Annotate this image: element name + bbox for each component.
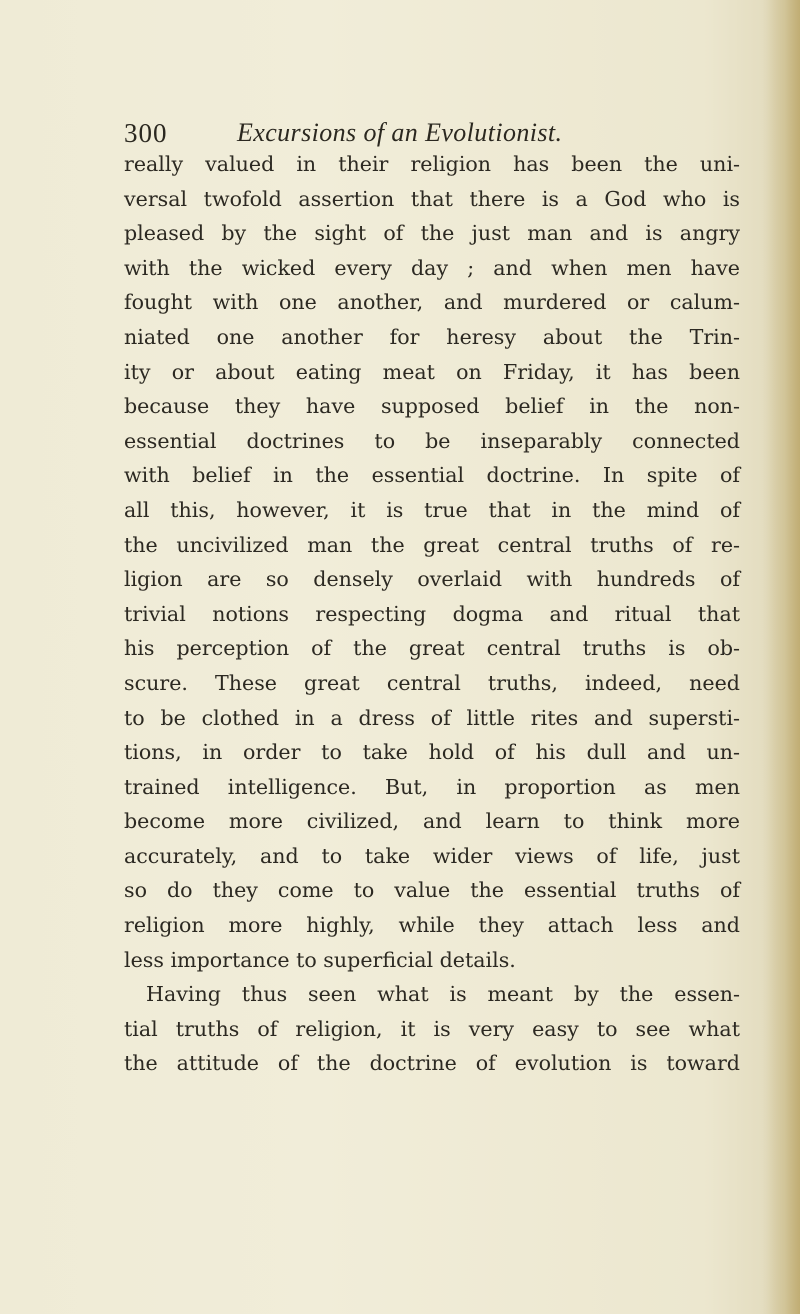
paragraph-start-line: Having thus seen what is meant by the essen- — [146, 982, 740, 1007]
text-line: the uncivilized man the great central truths of re- — [124, 532, 740, 557]
text-line: because they have supposed belief in the non- — [124, 394, 740, 419]
text-line: all this, however, it is true that in the mind of — [124, 497, 740, 522]
text-line: tions, in order to take hold of his dull and un- — [124, 740, 740, 765]
running-title: Excursions of an Evolutionist. — [237, 118, 563, 147]
text-line: really valued in their religion has been the uni- — [124, 152, 740, 176]
text-line: essential doctrines to be inseparably connected — [124, 428, 740, 453]
text-line: niated one another for heresy about the Trin- — [124, 324, 740, 349]
text-line: his perception of the great central truths is ob- — [124, 636, 740, 661]
text-line: religion more highly, while they attach less and — [124, 913, 740, 938]
paragraph-end-line: less importance to superficial details. — [124, 947, 516, 972]
text-line: ity or about eating meat on Friday, it has been — [124, 359, 740, 384]
page-number: 300 — [124, 118, 168, 148]
text-line: tial truths of religion, it is very easy to see what — [124, 1016, 740, 1041]
page-edge-shadow — [762, 0, 800, 1314]
text-line: with the wicked every day ; and when men have — [124, 255, 740, 280]
text-line: with belief in the essential doctrine. In spite of — [124, 463, 740, 488]
text-line: ligion are so densely overlaid with hundreds of — [124, 567, 740, 592]
text-line: become more civilized, and learn to think more — [124, 809, 740, 834]
text-line: so do they come to value the essential truths of — [124, 878, 740, 903]
text-line: trivial notions respecting dogma and ritual that — [124, 601, 740, 626]
text-line: the attitude of the doctrine of evolution is toward — [124, 1051, 740, 1076]
text-line: trained intelligence. But, in proportion as men — [124, 774, 740, 799]
text-line: versal twofold assertion that there is a God who is — [124, 186, 740, 211]
body-text — [124, 147, 740, 1081]
text-line: scure. These great central truths, indeed, need — [124, 670, 740, 695]
text-line: pleased by the sight of the just man and is angry — [124, 221, 740, 246]
text-line: accurately, and to take wider views of life, just — [124, 843, 740, 868]
text-line: to be clothed in a dress of little rites and supersti- — [124, 705, 740, 730]
text-line: fought with one another, and murdered or calum- — [124, 290, 740, 315]
